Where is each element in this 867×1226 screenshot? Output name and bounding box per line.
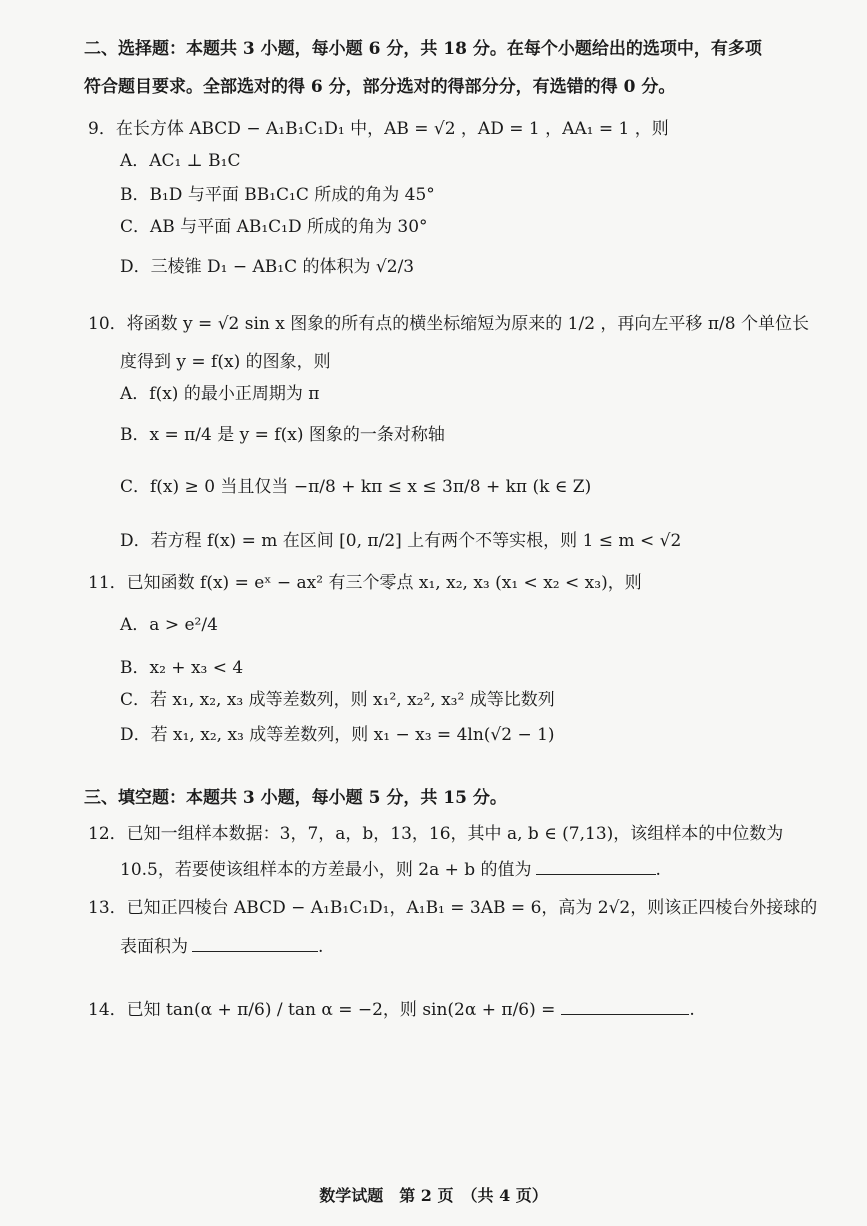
q11-option-b: B．x₂ + x₃ < 4 (120, 658, 244, 678)
q13-line2-text: 表面积为 (120, 937, 188, 957)
q10-option-c: C．f(x) ≥ 0 当且仅当 −π/8 + kπ ≤ x ≤ 3π/8 + kπ (k ∈ Z) (120, 477, 592, 497)
q14-line (88, 998, 695, 1021)
q12-end: . (655, 860, 661, 880)
q11-option-d: D．若 x₁, x₂, x₃ 成等差数列，则 x₁ − x₃ = 4ln(√2 − 1) (120, 725, 555, 745)
q10-option-d: D．若方程 f(x) = m 在区间 [0, π/2] 上有两个不等实根，则 1 ≤ m < √2 (120, 531, 682, 551)
q9-option-d: D．三棱锥 D₁ − AB₁C 的体积为 √2/3 (120, 257, 415, 277)
q10-stem-line2: 度得到 y = f(x) 的图象，则 (120, 352, 331, 372)
q14-end: . (689, 1000, 695, 1020)
q12-line1: 12．已知一组样本数据：3，7，a，b，13，16，其中 a, b ∈ (7,13)，该组样本的中位数为 (88, 824, 784, 844)
q13-answer-blank[interactable] (192, 935, 318, 952)
q10-stem-line1: 10．将函数 y = √2 sin x 图象的所有点的横坐标缩短为原来的 1/2 ，再向左平移 π/8 个单位长 (88, 314, 809, 334)
q12-line2 (120, 858, 661, 881)
section2-heading-line1: 二、选择题：本题共 3 小题，每小题 6 分，共 18 分。在每个小题给出的选项中，有多项 (84, 39, 762, 59)
q12-answer-blank[interactable] (536, 858, 656, 875)
q11-stem: 11．已知函数 f(x) = eˣ − ax² 有三个零点 x₁, x₂, x₃ (x₁ < x₂ < x₃)，则 (88, 573, 642, 593)
page-footer: 数学试题 第 2 页 （共 4 页） (319, 1186, 548, 1205)
q13-end: . (318, 937, 324, 957)
q9-option-c: C．AB 与平面 AB₁C₁D 所成的角为 30° (120, 217, 428, 237)
q11-option-a: A．a > e²/4 (120, 615, 218, 635)
q10-option-a: A．f(x) 的最小正周期为 π (120, 384, 320, 404)
q9-option-a: A．AC₁ ⊥ B₁C (120, 151, 241, 171)
q14-text: 14．已知 tan(α + π/6) / tan α = −2，则 sin(2α + π/6) = (88, 1000, 556, 1020)
section3-heading: 三、填空题：本题共 3 小题，每小题 5 分，共 15 分。 (84, 788, 507, 808)
q12-line2-text: 10.5，若要使该组样本的方差最小，则 2a + b 的值为 (120, 860, 532, 880)
q9-option-b: B．B₁D 与平面 BB₁C₁C 所成的角为 45° (120, 185, 435, 205)
q13-line2 (120, 935, 323, 958)
q14-answer-blank[interactable] (561, 998, 689, 1015)
q13-line1: 13．已知正四棱台 ABCD − A₁B₁C₁D₁，A₁B₁ = 3AB = 6，高为 2√2，则该正四棱台外接球的 (88, 898, 818, 918)
q10-option-b: B．x = π/4 是 y = f(x) 图象的一条对称轴 (120, 425, 445, 445)
q9-stem: 9．在长方体 ABCD − A₁B₁C₁D₁ 中，AB = √2 ，AD = 1 ，AA₁ = 1 ，则 (88, 119, 669, 139)
q11-option-c: C．若 x₁, x₂, x₃ 成等差数列，则 x₁², x₂², x₃² 成等比数列 (120, 690, 555, 710)
section2-heading-line2: 符合题目要求。全部选对的得 6 分，部分选对的得部分分，有选错的得 0 分。 (84, 77, 676, 97)
